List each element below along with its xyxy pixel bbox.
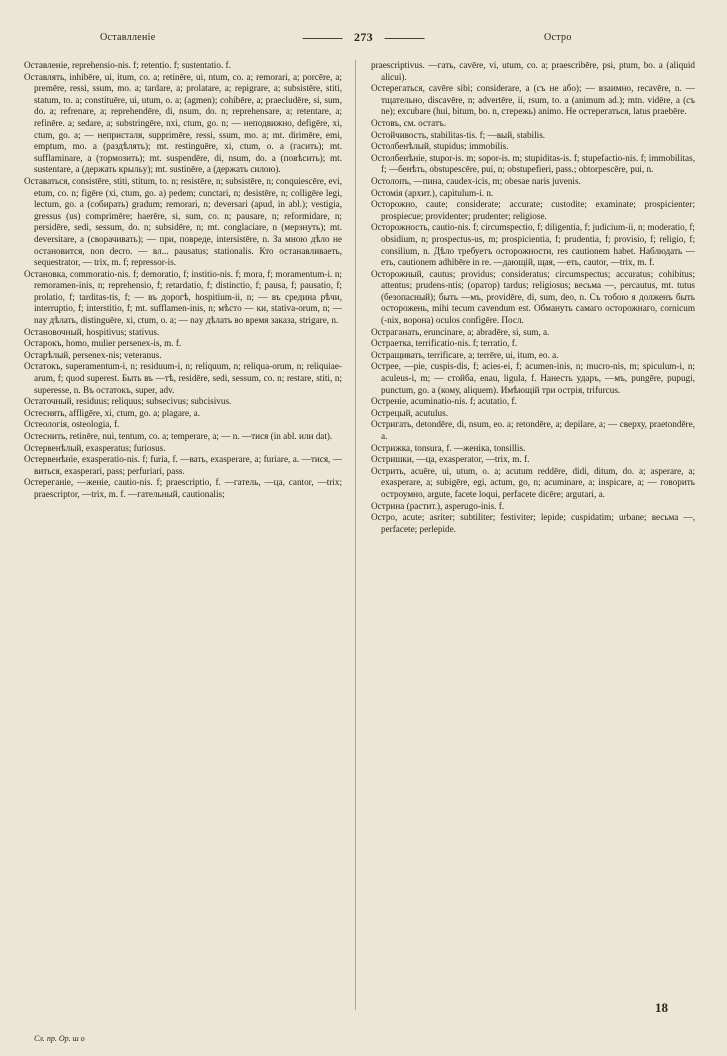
dictionary-entry: praescriptivus. —гать, cavēre, vi, utum, co. a; praescribēre, psi, ptum, bo. a (aliquid alicui). xyxy=(371,60,695,82)
right-column xyxy=(371,60,695,1000)
dictionary-entry: Остовъ, см. остатъ. xyxy=(371,117,447,128)
dictionary-entry: Остеснить, retinēre, nui, tentum, co. a; temperare, a; — n. —тися (in abl. или dat). xyxy=(24,431,333,441)
dictionary-entry: Остереганіе, —женіе, cautio-nis. f; praescriptio, f. —гатель, —ца, cantor, —trix; praescriptor, —trix, m. f. —гательный, cautionalis; xyxy=(24,477,342,499)
dictionary-entry: Оставленіе, reprehensio-nis. f; retentio. f; sustentatio. f. xyxy=(24,60,231,70)
dictionary-entry: Острижка, tonsura, f. —женіка, tonsillis. xyxy=(371,442,526,453)
dictionary-entry: Остановочный, hospitivus; stativus. xyxy=(24,326,160,337)
dictionary-entry: Остолбенѣлый, stupidus; immobilis. xyxy=(371,141,509,152)
signature-number: 18 xyxy=(655,1000,668,1015)
dictionary-entry: Остришки, —ца, exasperator, —trix, m. f. xyxy=(371,454,530,465)
dictionary-entry: Острина (растит.), asperugo-inis. f. xyxy=(371,500,505,511)
dictionary-entry: Остервенѣніе, exasperatio-nis. f; furia, f. —вать, exasperare, a; furiare, a. —тися, —виться, exasperari, pass; perfuriari, pass. xyxy=(24,454,342,476)
dictionary-entry: Остреніе, acuminatio-nis. f; acutatio, f. xyxy=(371,396,517,407)
dictionary-entry: Осторожный, cautus; providus; consideratus; circumspectus; accuratus; cohibitus; attentus; prudens-ntis; (оратор) tardus; religiosus; весьма —, percautus, mt. tutus (безопасный); быть —мъ, providēre, di, sum, deo, n. Съ тобою я долженъ быть осторожень, mihi tecum cavendum est. Обмануть самаго осторожнаго, cornicum (-nix, ворона) oculos configēre. Посл. xyxy=(371,268,695,326)
dictionary-entry: Острить, acuēre, ui, utum, o. a; acutum reddēre, didi, ditum, do. a; asperare, a; exasperare, a; subigēre, egi, actum, go, n; acuminare, a; inspicare, a; — говорить остроумно, argute, facete loqui, perfacete dicēre; argutari, a. xyxy=(371,465,695,499)
dictionary-entry: Остолбенѣніе, stupor-is. m; sopor-is. m; stupiditas-is. f; stupefactio-nis. f; immobilitas, f; —бенѣть, obstupescēre, pui, n; obstupefieri, pass.; obtorpescēre, pui, n. xyxy=(371,152,695,175)
dictionary-entry: Остригать, detondēre, di, nsum, eo. a; retondēre, a; depilare, a; — сверху, praetondēre, a. xyxy=(371,419,695,441)
dictionary-entry: Остановка, commoratio-nis. f; demoratio, f; institio-nis. f; mora, f; moramentum-i. n; remoramen-inis, n; reprehensio, f; retardatio, f; distinctio, f; pausa, f; pausatio, f; prolatio, f; tarditas-tis, f; — въ дорогѣ, hospitium-ii, n; — въ средина рѣчи, interruptio, f; interstitio, f; mt. sufflamen-inis, n; мѣсто — ки, stativa-orum, n; — nay дѣлать, distinguēre, xi, ctum, o. a; — nay дѣлать во время заказа, strigare, n. xyxy=(24,268,342,326)
dictionary-entry: Осторожно, caute; considerate; accurate; custodite; examinate; prospicienter; prospiecue; providenter; prudenter; religiose. xyxy=(371,199,695,221)
running-header xyxy=(22,30,705,50)
dictionary-entry: Остеологія, osteologia, f. xyxy=(24,419,120,430)
dictionary-entry: Острее, —pie, cuspis-dis, f; acies-ei, f; acumen-inis, n; mucro-nis, m; spiculum-i, n; aculeus-i, m; — стойба, enau, ligula, f. Нанесть ударъ, —мъ, pungēre, pupugi, punctum, go. a (кому, aliquem). Имѣющій три острія, trifurcus. xyxy=(371,361,695,395)
dictionary-entry: Остатокъ, superamentum-i, n; residuum-i, n; reliquum, n; reliqua-orum, n; reliquiae-arum, f; quod superest. Быть въ —тѣ, residēre, sedi, sessum, co. n; restare, stiti, n; superesse, n. Въ остатокъ, super, adv. xyxy=(24,361,342,395)
dictionary-entry: Остомія (архит.), capitulum-i. n. xyxy=(371,187,494,198)
dictionary-entry: Остарѣлый, persenex-nis; veteranus. xyxy=(24,349,162,360)
header-left-word: Оставлленіе xyxy=(100,32,156,43)
dictionary-entry: Остарокъ, homo, mulier persenex-is, m. f. xyxy=(24,338,182,349)
dictionary-entry: Остраетка, terrificatio-nis. f; terratio, f. xyxy=(371,338,518,349)
dictionary-entry: Остеснять, affligēre, xi, ctum, go. a; plagare, a. xyxy=(24,407,201,418)
dictionary-entry: Остращивать, terrificare, a; terrēre, ui, itum, eo. a. xyxy=(371,349,559,360)
footer-signature: Сл. пр. Ор. ш о xyxy=(34,1034,85,1043)
dictionary-entry: Остаточный, residuus; reliquus; subsecivus; subcisivus. xyxy=(24,396,232,407)
column-divider xyxy=(355,60,356,1010)
dictionary-entry: Остро, acute; asriter; subtiliter; festiviter; lepide; cuspidatim; urbane; весьма —, perfacete; perlepide. xyxy=(371,512,695,534)
header-right-word: Острo xyxy=(544,32,572,43)
page-number-header: 273 xyxy=(354,30,373,44)
left-column xyxy=(24,60,342,1020)
dictionary-entry: Остерегаться, cavēre sibi; considerare, a (съ не або); — взаимно, recavēre, n. — тщательно, discavēre, n; advertēre, ii, rsum, to. a (animum ad.); mtn. vidēre, a (съ ne); excubare (hui, bitum, bo. n, стережь) animo. Не остерегаться, latus praebēre. xyxy=(371,83,695,117)
dictionary-entry: Остойчивость, stabilitas-tis. f; —вый, stabilis. xyxy=(371,129,546,140)
dictionary-entry: Остраганать, eruncinare, a; abradēre, si, sum, a. xyxy=(371,326,550,337)
dictionary-entry: Оставаться, consistēre, stiti, stitum, to. n; resistēre, n; subsistēre, n; conquiescēre, evi, etum, co. n; figēre (xi, ctum, go. a) pedem; cunctari, n; desistēre, n; colligēre legi, lectum, go. a (собирать) gradum; remorari, n; deversari (apud, in abl.); vestigia, gressus (us) comprimēre; haerēre, si, sum, co. n; pausare, n; reformidare, n; persidēre, sedi, sessum, do. n; subsidēre, n; mt. conglaciare, n (мерзнуть); mt. deversitare, a (сворачивать); — при, повреде, intersistēre, n. За мною дѣло не остановится, non decro. — вл... pausatus; stationalis. Кто останавливаеть, sequestrator, — trix, m. f; repressor-is. xyxy=(24,175,342,268)
dictionary-entry: Острецый, acutulus. xyxy=(371,407,449,418)
dictionary-entry: Остолопъ, —пина, caudex-icis, m; obesae naris juvenis. xyxy=(371,175,581,186)
dictionary-entry: Осторожность, cautio-nis. f; circumspectio, f; diligentia, f; judicium-ii, n; moderatio, f; obsidium, n; prospectus-us, m; prospicientia, f; prudentia, f; provisio, f; religio, f; consilium, n. Дѣло требуетъ осторожности, res cautionem habet. Наблюдать —еть, cautionem adhibēre in re. —дающій, щая, —еть, cautor, —trix, m. f. xyxy=(371,222,695,268)
dictionary-entry: Остервенѣлый, exasperatus; furiosus. xyxy=(24,442,166,453)
dictionary-entry: Оставлять, inhibēre, ui, itum, co. a; retinēre, ui, ntum, co. a; remorari, a; porcēre, a; premēre, ressi, ssum, mo. a; tardare, a; prolatare, a; repigrare, a; subsistēre, stiti, statum, to. a; constituēre, ui, utum, o. a; (agmen); cohibēre, a; praecludēre, si, sum, do. a; refrenare, a; reprehendēre, di, nsum, do. n; reprehensare, a; retentare, a; refinēre. a; sedare, a; substringēre, nxi, ctum, go. n; — неподвижно, defigēre, xi, ctum, go. a; — непристаля, supprimēre, ressi, ssum, mo. a; mt. dirimēre, emi, emptum, mo. a (раздѣлять); mt. restinguēre, xi, ctum, o. a (гасить); mt. sufflaminare, a (тормозить); mt. suspendēre, di, nsum, do. a (повѣсить); mt. sustentare, a (держать крыльу); mt. sustinēre, a (держать силою). xyxy=(24,71,342,175)
